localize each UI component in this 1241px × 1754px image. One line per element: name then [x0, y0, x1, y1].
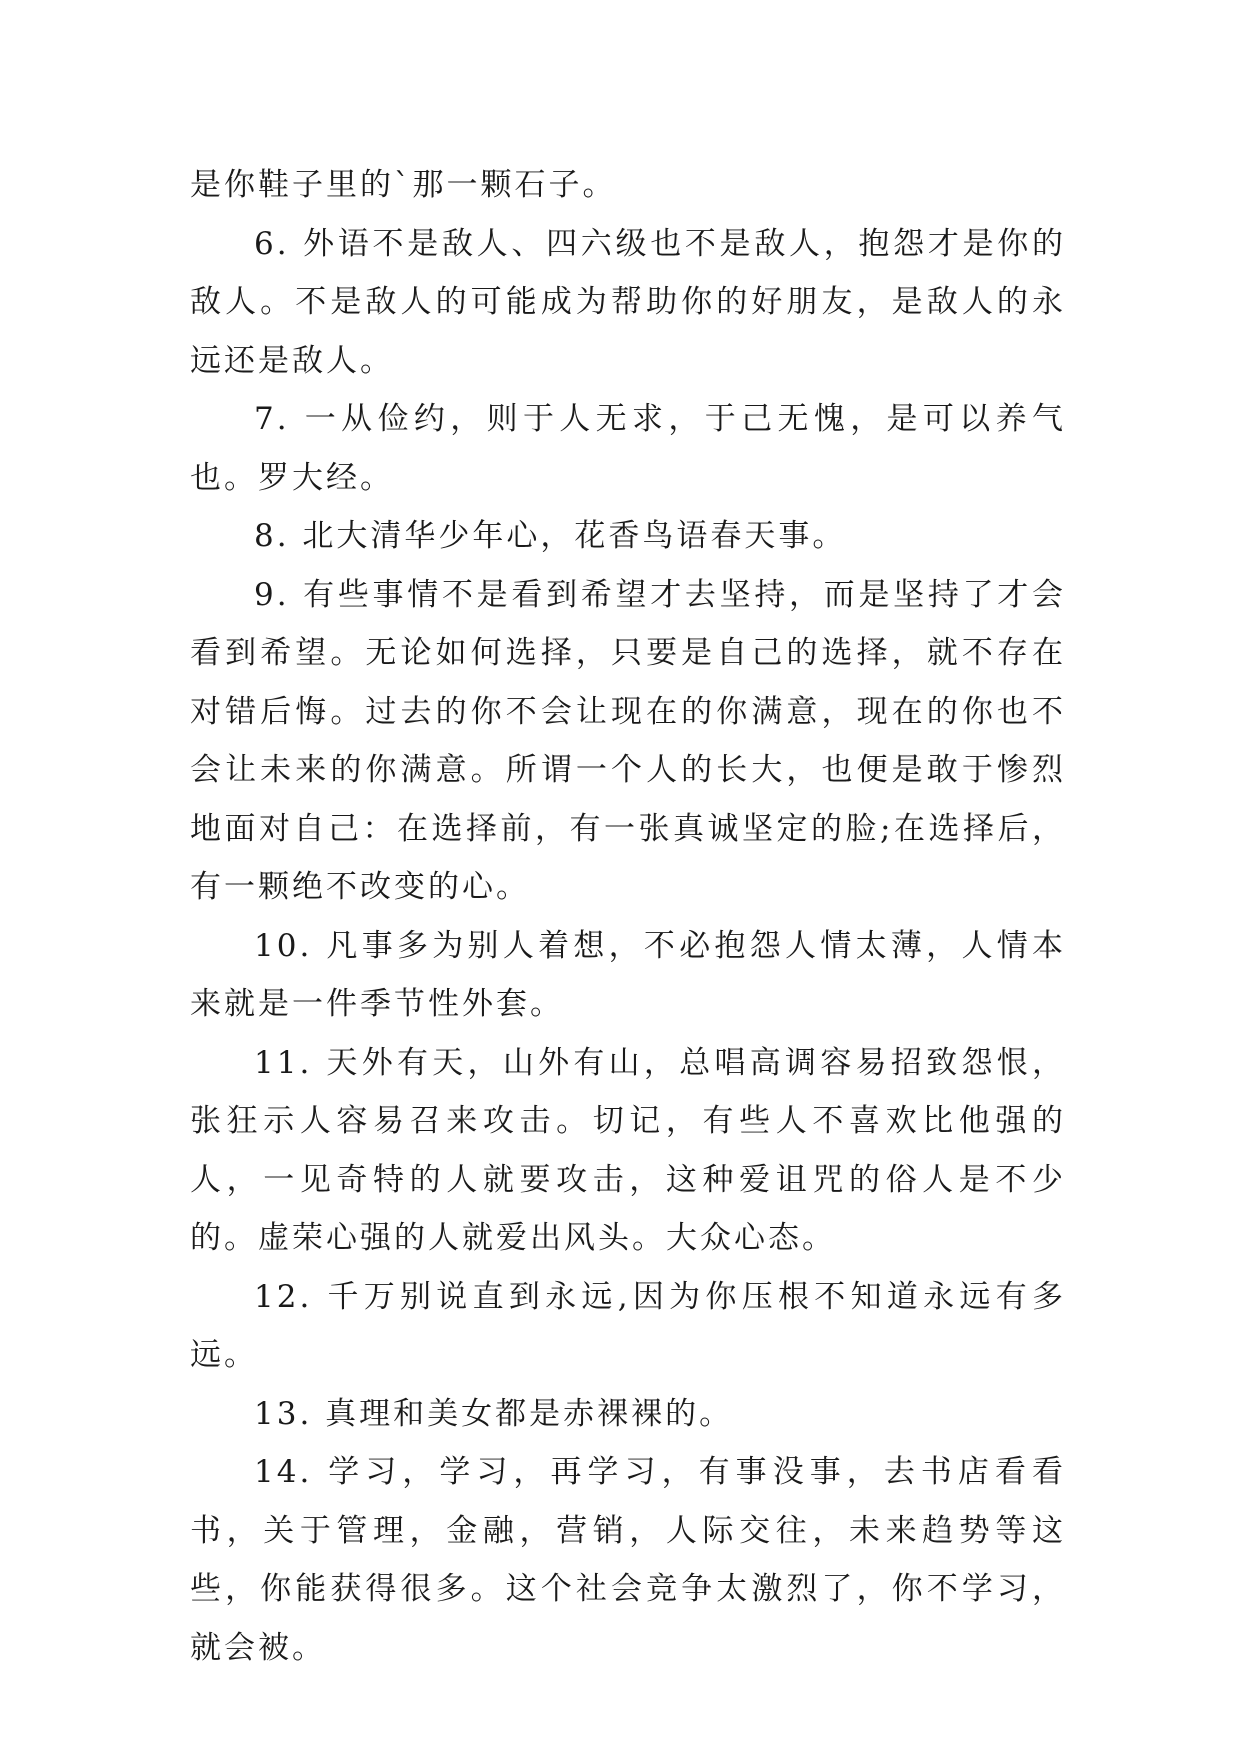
paragraph-item-14: 14. 学习，学习，再学习，有事没事，去书店看看书，关于管理，金融，营销，人际交往，未来趋势等这些，你能获得很多。这个社会竞争太激烈了，你不学习，就会被。 — [190, 1454, 1066, 1666]
paragraph-item-10: 10. 凡事多为别人着想，不必抱怨人情太薄，人情本来就是一件季节性外套。 — [190, 927, 1066, 1022]
body-text — [190, 156, 1066, 1677]
paragraph-item-11: 11. 天外有天，山外有山，总唱高调容易招致怨恨，张狂示人容易召来攻击。切记，有些人不喜欢比他强的人，一见奇特的人就要攻击，这种爱诅咒的俗人是不少的。虚荣心强的人就爱出风头。大众心态。 — [190, 1044, 1066, 1256]
paragraph-item-13: 13. 真理和美女都是赤裸裸的。 — [254, 1395, 734, 1432]
paragraph-item-8: 8. 北大清华少年心，花香鸟语春天事。 — [254, 518, 847, 554]
paragraph-item-6: 6. 外语不是敌人、四六级也不是敌人，抱怨才是你的敌人。不是敌人的可能成为帮助你的好朋友，是敌人的永远还是敌人。 — [190, 225, 1066, 379]
paragraph-item-9: 9. 有些事情不是看到希望才去坚持，而是坚持了才会看到希望。无论如何选择，只要是自己的选择，就不存在对错后悔。过去的你不会让现在的你满意，现在的你也不会让未来的你满意。所谓一个人的长大，也便是敢于惨烈地面对自己：在选择前，有一张真诚坚定的脸;在选择后，有一颗绝不改变的心。 — [190, 576, 1066, 905]
paragraph-item-7: 7. 一从俭约，则于人无求，于己无愧，是可以养气也。罗大经。 — [190, 401, 1066, 496]
paragraph-item-12: 12. 千万别说直到永远,因为你压根不知道永远有多远。 — [190, 1278, 1066, 1373]
paragraph-continuation: 是你鞋子里的`那一颗石子。 — [190, 167, 617, 203]
